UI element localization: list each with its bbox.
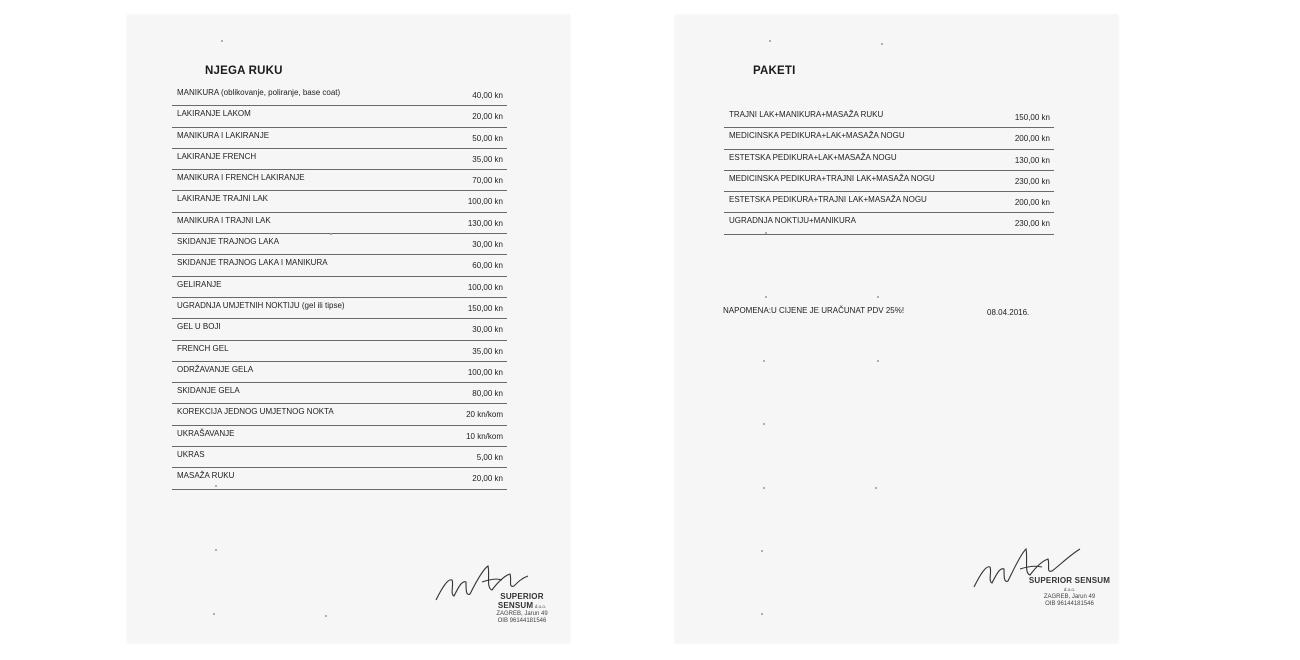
service-price: 200,00 kn — [1014, 134, 1050, 144]
service-name: SKIDANJE GELA — [177, 386, 240, 396]
service-name: SKIDANJE TRAJNOG LAKA — [177, 237, 280, 247]
price-row — [724, 107, 1054, 128]
service-name: LAKIRANJE LAKOM — [177, 109, 251, 119]
service-name: GELIRANJE — [177, 279, 222, 289]
service-name: LAKIRANJE FRENCH — [177, 151, 257, 161]
price-row — [172, 85, 507, 106]
service-name: KOREKCIJA JEDNOG UMJETNOG NOKTA — [177, 407, 334, 417]
service-name: FRENCH GEL — [177, 343, 229, 353]
price-row — [172, 191, 507, 212]
price-list — [172, 85, 507, 490]
service-name: SKIDANJE TRAJNOG LAKA I MANIKURA — [177, 258, 328, 268]
price-row — [172, 404, 507, 425]
service-price: 40,00 kn — [472, 91, 503, 100]
service-name: UKRAŠAVANJE — [177, 428, 235, 438]
vat-note: NAPOMENA:U CIJENE JE URAČUNAT PDV 25%! — [723, 306, 905, 315]
service-price: 30,00 kn — [472, 240, 503, 250]
service-price: 70,00 kn — [472, 176, 503, 186]
service-name: UGRADNJA UMJETNIH NOKTIJU (gel ili tipse) — [177, 300, 345, 310]
service-price: 60,00 kn — [472, 261, 503, 271]
price-row — [172, 128, 507, 149]
price-row — [172, 149, 507, 170]
price-row — [172, 447, 507, 468]
price-row — [724, 192, 1054, 213]
document-date: 08.04.2016. — [987, 308, 1030, 317]
service-name: TRAJNI LAK+MANIKURA+MASAŽA RUKU — [729, 110, 884, 119]
service-price: 35,00 kn — [472, 346, 503, 356]
service-price: 150,00 kn — [467, 303, 503, 313]
price-row — [172, 255, 507, 276]
price-row — [172, 383, 507, 404]
service-name: ESTETSKA PEDIKURA+LAK+MASAŽA NOGU — [729, 152, 897, 162]
service-price: 50,00 kn — [472, 133, 503, 143]
price-row — [172, 234, 507, 255]
company-stamp: SUPERIOR SENSUM d.o.o. ZAGREB, Jarun 49 OIB 96144181546 — [496, 592, 548, 624]
service-name: MEDICINSKA PEDIKURA+TRAJNI LAK+MASAŽA NOGU — [729, 173, 935, 183]
price-row — [172, 468, 507, 489]
service-name: MANIKURA (oblikovanje, poliranje, base coat) — [177, 88, 341, 97]
service-name: ODRŽAVANJE GELA — [177, 364, 254, 374]
service-name: MANIKURA I LAKIRANJE — [177, 130, 270, 140]
price-row — [724, 128, 1054, 149]
service-name: GEL U BOJI — [177, 322, 221, 332]
price-row — [172, 362, 507, 383]
price-row — [172, 106, 507, 127]
service-price: 5,00 kn — [476, 453, 503, 463]
service-name: MASAŽA RUKU — [177, 471, 235, 481]
price-list-page-right — [675, 15, 1118, 643]
service-name: LAKIRANJE TRAJNI LAK — [177, 194, 268, 204]
service-price: 130,00 kn — [467, 218, 503, 228]
company-stamp: SUPERIOR SENSUM d.o.o. ZAGREB, Jarun 49 OIB 96144181546 — [1028, 576, 1111, 607]
price-row — [724, 171, 1054, 192]
price-row — [172, 170, 507, 191]
service-price: 200,00 kn — [1014, 198, 1050, 208]
service-price: 10 kn/kom — [466, 431, 503, 441]
service-name: UKRAS — [177, 450, 205, 460]
service-price: 30,00 kn — [472, 325, 503, 335]
service-name: UGRADNJA NOKTIJU+MANIKURA — [729, 216, 856, 226]
price-row — [172, 298, 507, 319]
section-title: NJEGA RUKU — [205, 65, 283, 77]
service-name: MANIKURA I FRENCH LAKIRANJE — [177, 173, 305, 183]
service-name: MEDICINSKA PEDIKURA+LAK+MASAŽA NOGU — [729, 131, 905, 141]
service-price: 100,00 kn — [467, 367, 503, 377]
service-price: 230,00 kn — [1014, 219, 1050, 229]
service-name: ESTETSKA PEDIKURA+TRAJNI LAK+MASAŽA NOGU — [729, 195, 927, 205]
price-row — [172, 277, 507, 298]
section-title: PAKETI — [753, 65, 796, 77]
service-price: 20,00 kn — [472, 112, 503, 122]
price-row — [172, 426, 507, 447]
service-price: 230,00 kn — [1014, 176, 1050, 186]
price-row — [172, 213, 507, 234]
price-row — [724, 213, 1054, 234]
service-price: 20,00 kn — [472, 474, 503, 484]
price-row — [724, 150, 1054, 171]
service-price: 150,00 kn — [1014, 113, 1050, 122]
price-row — [172, 319, 507, 340]
service-price: 20 kn/kom — [466, 410, 503, 420]
package-list — [724, 107, 1054, 235]
service-price: 100,00 kn — [467, 197, 503, 207]
service-price: 100,00 kn — [467, 282, 503, 292]
service-price: 130,00 kn — [1014, 155, 1050, 165]
service-price: 80,00 kn — [472, 389, 503, 399]
price-row — [172, 341, 507, 362]
service-name: MANIKURA I TRAJNI LAK — [177, 215, 271, 225]
price-list-page-left — [127, 15, 570, 643]
service-price: 35,00 kn — [472, 154, 503, 164]
